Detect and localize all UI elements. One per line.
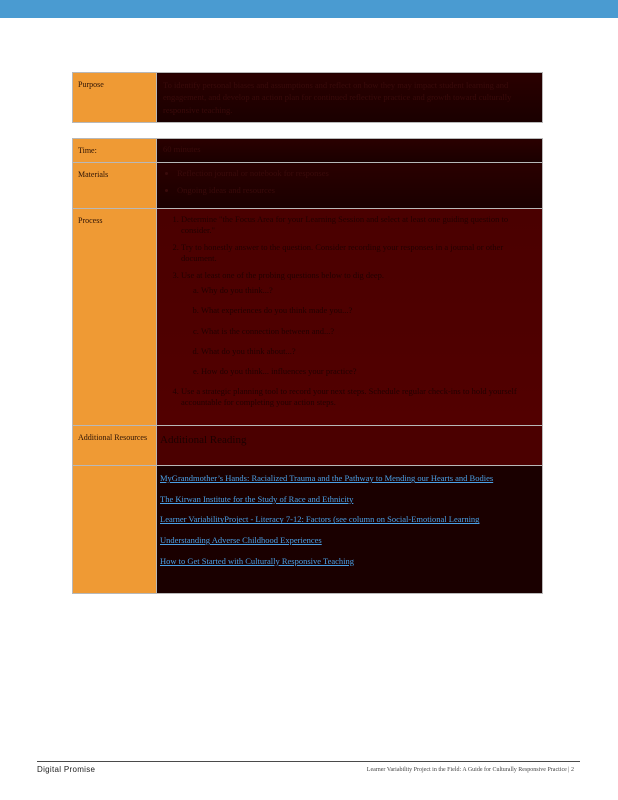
- resource-links: [157, 466, 543, 594]
- top-accent-bar: [0, 0, 618, 18]
- materials-item: • Reflection journal or notebook for responses: [177, 168, 536, 178]
- process-step: 2. Try to honestly answer to the question. Consider recording your responses in a journal or other document.: [181, 242, 536, 264]
- purpose-label: Purpose: [73, 73, 157, 123]
- time-label: Time:: [73, 139, 157, 163]
- materials-label: Materials: [73, 163, 157, 209]
- probing-questions: [181, 285, 536, 376]
- materials-list: [163, 168, 536, 195]
- footer-brand: Digital Promise: [37, 765, 96, 774]
- additional-resources-label: Additional Resources: [73, 426, 157, 466]
- process-steps: [163, 214, 536, 408]
- footer-divider: [37, 761, 580, 762]
- resource-link-culturally-responsive[interactable]: How to Get Started with Culturally Responsive Teaching: [160, 555, 355, 566]
- resource-link-adverse-childhood[interactable]: Understanding Adverse Childhood Experiences: [160, 535, 322, 546]
- resource-link-grandmothers-hands[interactable]: MyGrandmother’s Hands: Racialized Trauma and the Pathway to Mending our Hearts and Bodies: [160, 473, 494, 484]
- materials-cell: [157, 163, 543, 209]
- process-label: Process: [73, 209, 157, 426]
- process-step: 1. Determine "the Focus Area for your Learning Session and select at least one guiding question to consider.": [181, 214, 536, 236]
- probing-question: b. What experiences do you think made you...?: [201, 305, 536, 316]
- materials-item: • Ongoing ideas and resources: [177, 185, 536, 195]
- time-value: 60 minutes: [157, 139, 543, 163]
- additional-reading-heading: Additional Reading: [157, 426, 543, 466]
- activity-table: [72, 138, 543, 594]
- links-label-cell: [73, 466, 157, 594]
- process-step: [181, 270, 536, 376]
- probing-question: a. Why do you think...?: [201, 285, 536, 296]
- process-cell: [157, 209, 543, 426]
- process-step: 4. Use a strategic planning tool to record your next steps. Schedule regular check-ins to hold yourself accountable for completing your action steps.: [181, 386, 536, 408]
- probing-question: c. What is the connection between and...?: [201, 326, 536, 337]
- process-step-text: Use at least one of the probing questions below to dig deep.: [181, 270, 385, 281]
- resource-link-kirwan-institute[interactable]: The Kirwan Institute for the Study of Race and Ethnicity: [160, 493, 354, 504]
- purpose-text: To identify personal biases and assumptions and reflect on how they may impact student learning and engagement, and develop an action plan for continued reflective practice and growth toward culturally responsive teaching.: [157, 73, 543, 123]
- footer-page-info: Learner Variability Project in the Field: A Guide for Culturally Responsive Practice | 2: [366, 767, 574, 773]
- purpose-table: [72, 72, 543, 123]
- probing-question: e. How do you think... influences your practice?: [201, 366, 536, 377]
- resource-link-learner-variability[interactable]: Learner VariabilityProject - Literacy 7-12: Factors (see column on Social-Emotional Learning: [160, 514, 480, 525]
- probing-question: d. What do you think about...?: [201, 346, 536, 357]
